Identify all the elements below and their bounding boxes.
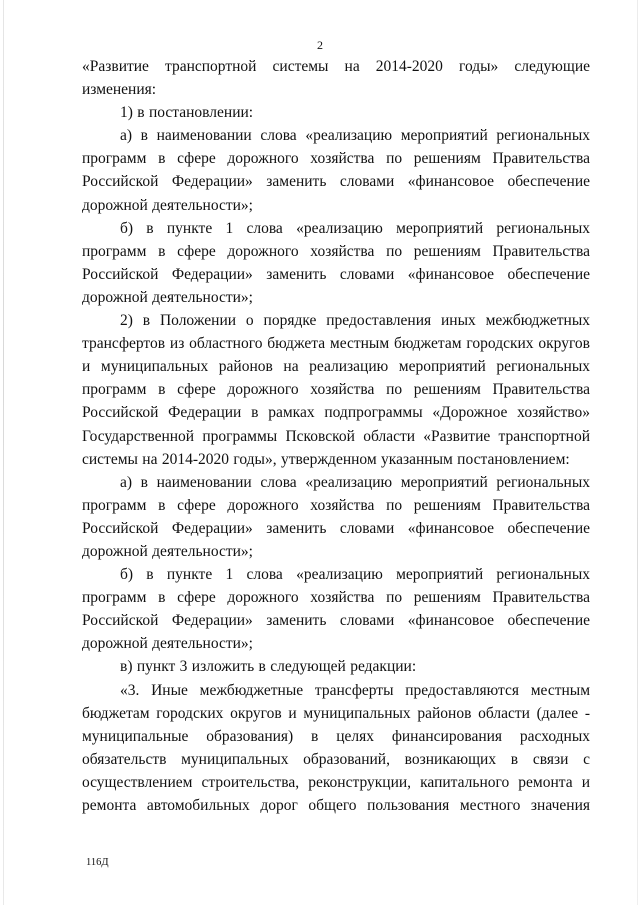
paragraph-item-1a: а) в наименовании слова «реализацию мероприятий региональных программ в сфере дорожного хозяйства по решениям Правительства Российской Федерации» заменить словами «финансовое обеспечение дорожной деятельности»; xyxy=(82,127,590,214)
paragraph-clause-3: «3. Иные межбюджетные трансферты предоставляются местным бюджетам городских округов и муниципальных районов области (далее - муниципальные образования) в целях финансирования расходных обязательств муниципальных образований, возникающих в связи с осуществлением строительства, реконструкции, капитального ремонта и ремонта автомобильных дорог общего пользования местного значения xyxy=(82,681,590,814)
paragraph-item-2b: б) в пункте 1 слова «реализацию мероприятий региональных программ в сфере дорожного хозяйства по решениям Правительства Российской Федерации» заменить словами «финансовое обеспечение дорожной деятельности»; xyxy=(82,566,590,653)
scan-edge-right xyxy=(637,0,638,905)
document-body xyxy=(82,55,590,817)
paragraph-item-2a: а) в наименовании слова «реализацию мероприятий региональных программ в сфере дорожного хозяйства по решениям Правительства Российской Федерации» заменить словами «финансовое обеспечение дорожной деятельности»; xyxy=(82,473,590,560)
paragraph-item-1b: б) в пункте 1 слова «реализацию мероприятий региональных программ в сфере дорожного хозяйства по решениям Правительства Российской Федерации» заменить словами «финансовое обеспечение дорожной деятельности»; xyxy=(82,219,590,306)
paragraph-item-2v: в) пункт 3 изложить в следующей редакции: xyxy=(120,658,417,676)
document-code: 116Д xyxy=(86,857,109,868)
scan-edge-left xyxy=(3,0,4,905)
paragraph-item-2: 2) в Положении о порядке предоставления иных межбюджетных трансфертов из областного бюджета местным бюджетам городских округов и муниципальных районов на реализацию мероприятий региональных программ в сфере дорожного хозяйства по решениям Правительства Российской Федерации в рамках подпрограммы «Дорожное хозяйство» Государственной программы Псковской области «Развитие транспортной системы на 2014-2020 годы», утвержденном указанным постановлением: xyxy=(82,312,590,468)
paragraph-item-1: 1) в постановлении: xyxy=(120,104,254,122)
page-number: 2 xyxy=(317,38,323,52)
paragraph-continuation: «Развитие транспортной системы на 2014-2020 годы» следующие изменения: xyxy=(82,58,590,99)
